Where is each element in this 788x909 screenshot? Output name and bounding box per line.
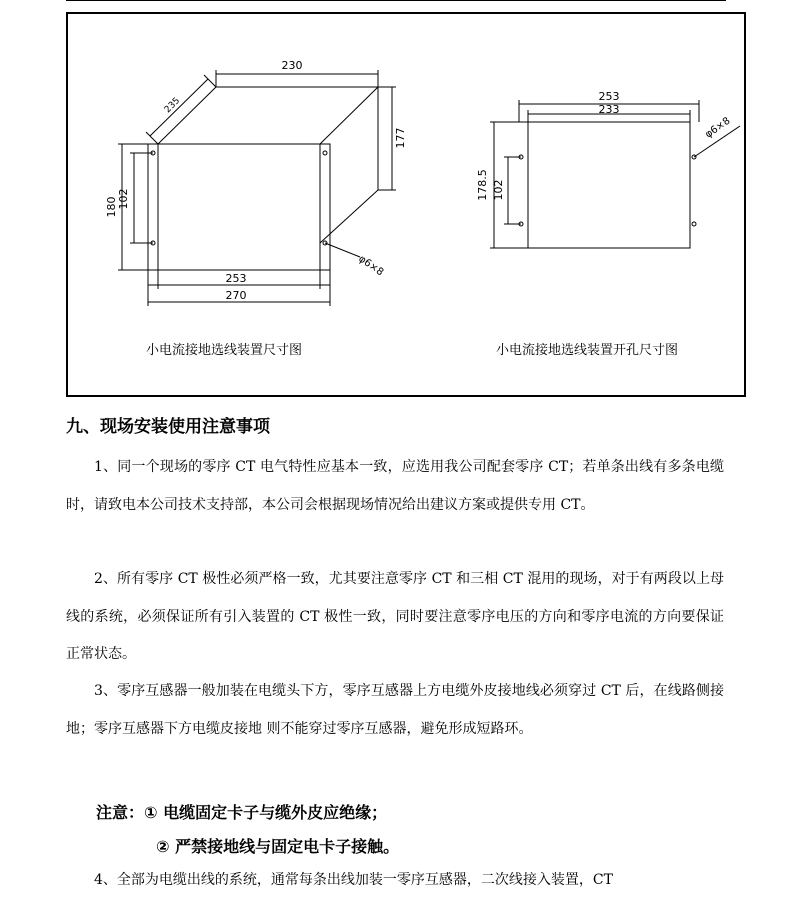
device-outline-drawing (118, 70, 396, 306)
dim-width-outer: 270 (225, 289, 247, 302)
cutout-drawing (490, 100, 740, 248)
cutout-dim-width-inner: 233 (598, 103, 620, 116)
front-panel (148, 144, 330, 270)
note-line-2: ② 严禁接地线与固定电卡子接触。 (156, 837, 400, 856)
top-rule (66, 0, 726, 1)
paragraph-4: 4、全部为电缆出线的系统，通常每条出线加装一零序互感器，二次线接入装置，CT (94, 872, 613, 888)
dim-width-top: 230 (281, 59, 303, 72)
dim-width-inner: 253 (225, 272, 247, 285)
right-caption: 小电流接地选线装置开孔尺寸图 (496, 343, 679, 358)
cutout-dim-width-outer: 253 (598, 90, 620, 103)
cutout-dim-height: 178.5 (476, 169, 489, 201)
cutout-rect (528, 122, 690, 248)
paragraph-3: 3、零序互感器一般加装在电缆头下方，零序互感器上方电缆外皮接地线必须穿过 CT 后，在线路侧接地；零序互感器下方电缆皮接地 则不能穿过零序互感器，避免形成短路环。 (66, 683, 724, 737)
dim-height-right: 177 (394, 127, 407, 149)
cutout-hole-label: φ6×8 (703, 115, 733, 141)
mounting-hole (692, 222, 696, 226)
dimension-figure (66, 12, 746, 397)
note-line-1: 注意：① 电缆固定卡子与缆外皮应绝缘； (96, 803, 388, 822)
hole-label: φ6×8 (356, 253, 386, 279)
paragraph-2: 2、所有零序 CT 极性必须严格一致，尤其要注意零序 CT 和三相 CT 混用的现场，对于有两段以上母线的系统，必须保证所有引入装置的 CT 极性一致，同时要注意零序电压的方向和零序电流的方向要保证正常状态。 (66, 571, 724, 662)
section-heading: 九、现场安装使用注意事项 (66, 417, 270, 437)
dim-outer-height: 180 (105, 196, 118, 218)
cutout-dim-inner-height: 102 (492, 179, 505, 201)
paragraph-1: 1、同一个现场的零序 CT 电气特性应基本一致，应选用我公司配套零序 CT；若单条出线有多条电缆时，请致电本公司技术支持部，本公司会根据现场情况给出建议方案或提供专用 CT。 (66, 459, 724, 513)
dim-depth: 235 (162, 95, 183, 116)
dim-inner-height: 102 (117, 188, 130, 210)
left-caption: 小电流接地选线装置尺寸图 (146, 343, 303, 358)
mounting-hole (323, 151, 327, 155)
